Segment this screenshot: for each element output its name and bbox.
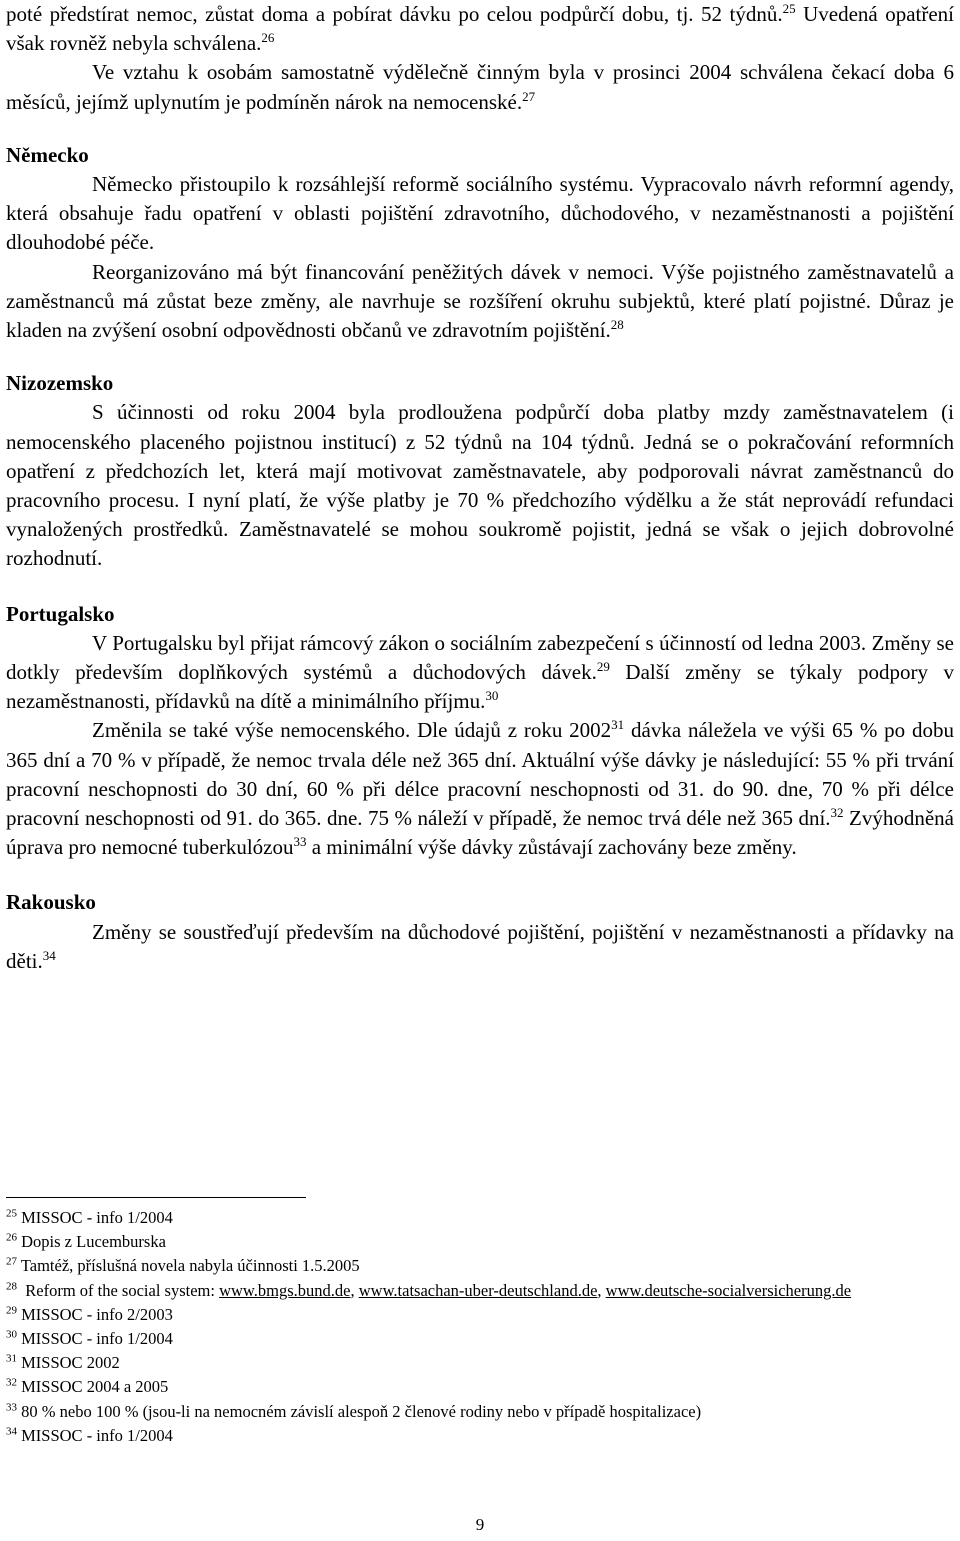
section-heading-nemecko: Německo [6,142,89,167]
footnote-ref[interactable]: 34 [42,947,56,963]
footnote [6,1230,954,1254]
footnote-separator [6,1197,306,1198]
footnote-text: MISSOC - info 1/2004 [21,1425,173,1445]
footnote-link[interactable]: www.tatsachan-uber-deutschland.de [358,1280,598,1300]
footnote-link[interactable]: www.bmgs.bund.de [219,1280,351,1300]
paragraph-rakousko-1 [6,918,954,976]
footnote-text: MISSOC - info 1/2004 [21,1208,173,1227]
paragraph-intro-3 [6,58,954,116]
footnote-text: 80 % nebo 100 % (jsou-li na nemocném závislí alespoň 2 členové rodiny nebo v případě hospitalizace) [21,1401,702,1421]
footnote-ref[interactable]: 26 [261,30,275,46]
footnote [6,1254,954,1278]
footnote-number: 32 [6,1376,17,1389]
footnote-number: 25 [6,1207,17,1220]
footnote [6,1400,954,1424]
footnote-ref[interactable]: 33 [293,834,307,850]
footnote-ref[interactable]: 25 [782,1,796,16]
paragraph-nemecko-1: Německo přistoupilo k rozsáhlejší reformě sociálního systému. Vypracovalo návrh reformní agendy, která obsahuje řadu opatření v oblasti pojištění zdravotního, důchodového, v nezaměstnanosti a pojištění dlouhodobé péče. [6,172,954,255]
footnote-ref[interactable]: 30 [485,688,499,704]
paragraph-nemecko-2 [6,258,954,346]
paragraph-text: Uvedená opatření však rovněž nebyla schválena. [6,2,954,56]
section-heading-nizozemsko: Nizozemsko [6,371,114,396]
footnote [6,1303,954,1327]
footnote-number: 27 [6,1255,17,1268]
footnote-number: 30 [6,1328,17,1341]
paragraph-text: Zvýhodněná úprava pro nemocné tuberkulózou [6,806,954,860]
footnote-number: 31 [6,1352,17,1365]
footnote-text: MISSOC 2002 [21,1353,120,1373]
footnote-number: 34 [6,1425,17,1438]
paragraph-text: dávka náležela ve výši 65 % po dobu 365 dní a 70 % v případě, že nemoc trvala déle než 365 dní. Aktuální výše dávky je následující: 55 % při trvání pracovní neschopnosti do 30 dní, 60 % při délce pracovní neschopnosti od 31. do 90. dne, 70 % při délce pracovní neschopnosti od 91. do 365. dne. 75 % náleží v případě, že nemoc trvá déle než 365 dní. [6,718,954,831]
section-heading-rakousko: Rakousko [6,890,96,915]
footnote-text: MISSOC - info 2/2003 [21,1304,173,1324]
paragraph-text: a minimální výše dávky zůstávají zachovány beze změny. [306,835,797,860]
footnote-ref[interactable]: 27 [522,88,536,104]
footnote: $^{28}$ Reform of the social system: www.bmgs.bund.de, www.tatsachan-uber-deutschland.de, www.deutsche-socialversicherung.de [6,1280,852,1300]
paragraph-intro-1 [6,0,954,58]
paragraph-portugalsko-2 [6,716,954,862]
footnote-ref[interactable]: 29 [596,659,610,675]
section-heading-portugalsko: Portugalsko [6,601,115,626]
footnote [6,1206,954,1230]
footnote-text: Tamtéž, příslušná novela nabyla účinnosti 1.5.2005 [20,1256,360,1276]
paragraph-text: Změnila se také výše nemocenského. Dle údajů z roku 2002 [92,718,612,743]
footnote-link[interactable]: www.deutsche-socialversicherung.de [605,1280,852,1300]
footnote-text: MISSOC - info 1/2004 [21,1329,173,1349]
footnote-ref[interactable]: 28 [610,317,624,333]
paragraph-text: V Portugalsku byl přijat rámcový zákon o sociálním zabezpečení s účinností od ledna 2003. Změny se dotkly především doplňkových systémů a důchodových dávek. [6,630,954,685]
footnote-text: Dopis z Lucemburska [21,1232,166,1252]
footnote [6,1424,954,1448]
footnote-number: 28 [6,1280,17,1293]
footnotes [6,1206,954,1448]
footnote-number: 29 [6,1304,17,1317]
page-number: 9 [475,1515,485,1534]
footnote-text: Reform of the social system: [25,1280,215,1300]
paragraph-portugalsko-1 [6,629,954,717]
footnote-text: MISSOC 2004 a 2005 [21,1377,169,1397]
footnote [6,1375,954,1399]
footnote-number: 26 [6,1231,17,1244]
footnote-ref[interactable]: 32 [830,805,844,821]
paragraph-text: Další změny se týkaly podpory v nezaměstnanosti, přídavků na dítě a minimálního příjmu. [6,660,954,714]
footnote [6,1351,954,1375]
footnote-number: 33 [6,1401,17,1414]
footnote [6,1327,954,1351]
paragraph-text: poté předstírat nemoc, zůstat doma a pobírat dávku po celou podpůrčí dobu, tj. 52 týdnů. [6,2,783,26]
paragraph-text: Reorganizováno má být financování peněžitých dávek v nemoci. Výše pojistného zaměstnavatelů a zaměstnanců má zůstat beze změny, ale navrhuje se rozšíření okruhu subjektů, které platí pojistné. Důraz je kladen na zvýšení osobní odpovědnosti občanů ve zdravotním pojištění. [6,259,954,343]
document-body [6,0,954,976]
paragraph-text: Změny se soustřeďují především na důchodové pojištění, pojištění v nezaměstnanosti a přídavky na děti. [6,919,954,973]
paragraph-nizozemsko-1: S účinnosti od roku 2004 byla prodloužena podpůrčí doba platby mzdy zaměstnavatelem (i nemocenského placeného pojistnou institucí) z 52 týdnů na 104 týdnů. Jedná se o pokračování reformních opatření z předchozích let, která mají motivovat zaměstnavatele, aby podporovali návrat zaměstnanců do pracovního procesu. I nyní platí, že výše platby je 70 % předchozího výdělku a že stát neprovádí refundaci vynaložených prostředků. Zaměstnavatelé se mohou soukromě pojistit, jedná se však o jejich dobrovolné rozhodnutí. [6,400,954,571]
paragraph-text: Ve vztahu k osobám samostatně výdělečně činným byla v prosinci 2004 schválena čekací doba 6 měsíců, jejímž uplynutím je podmíněn nárok na nemocenské. [6,60,954,114]
footnote-ref[interactable]: 31 [611,717,625,733]
